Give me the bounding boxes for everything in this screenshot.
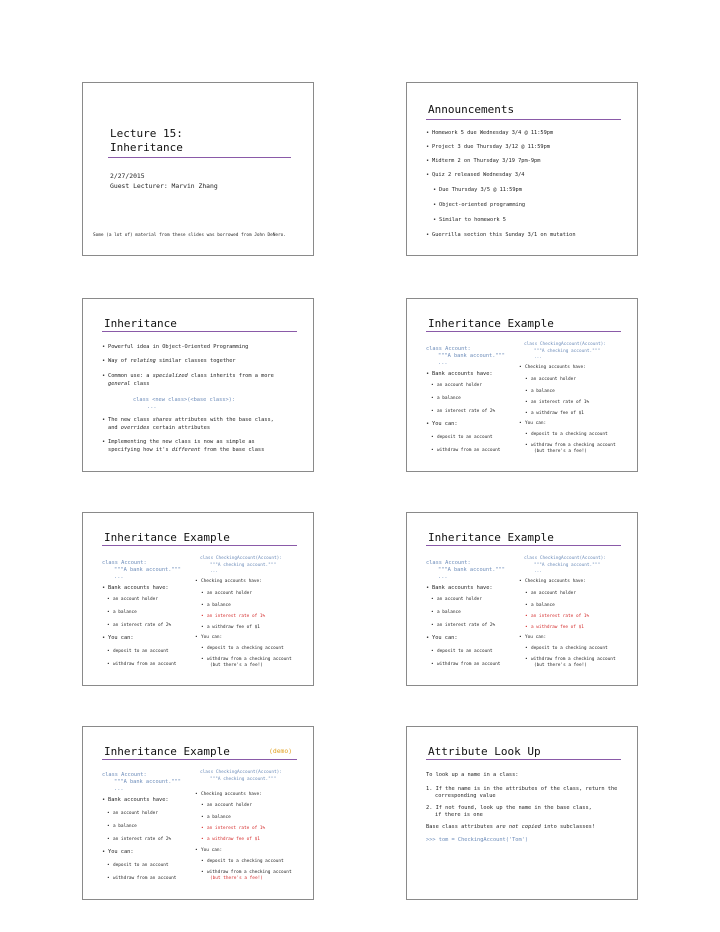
checking-deposit: • deposit to a checking account [531, 432, 608, 437]
account-rate: • an interest rate of 2% [437, 623, 495, 628]
account-code: class Account: [102, 772, 147, 778]
slide-title-text: Inheritance [104, 317, 177, 330]
slide-announcements [406, 82, 638, 256]
checking-withdraw-note-highlighted: (but there's a fee!) [210, 876, 263, 881]
account-have: • Bank accounts have: [432, 585, 493, 591]
lecture-title: Inheritance [110, 141, 183, 154]
account-code: class Account: [426, 346, 471, 352]
checking-rate-highlighted: • an interest rate of 1% [207, 826, 265, 831]
account-rate: • an interest rate of 2% [113, 837, 171, 842]
announcement-subitem: • Similar to homework 5 [439, 217, 506, 223]
account-can: • You can: [108, 849, 134, 855]
class-syntax-ellipsis: ... [147, 404, 157, 410]
announcement-item: • Project 3 due Thursday 3/12 @ 11:59pm [432, 144, 550, 150]
account-holder: • an account holder [437, 597, 482, 602]
checking-withdraw-note: (but there's a fee!) [210, 663, 263, 668]
checking-ellipsis: ... [534, 355, 542, 360]
announcement-subitem: • Object-oriented programming [439, 202, 525, 208]
slide-inheritance-example-1 [406, 298, 638, 472]
bullet-shares: • The new class shares attributes with the base class, [108, 417, 274, 423]
account-deposit: • deposit to an account [113, 863, 169, 868]
slide-title-text: Attribute Look Up [428, 745, 541, 758]
checking-fee-highlighted: • a withdraw fee of $1 [207, 837, 260, 842]
account-have: • Bank accounts have: [432, 371, 493, 377]
title-rule [102, 759, 297, 760]
announcement-item: • Quiz 2 released Wednesday 3/4 [432, 172, 524, 178]
account-balance: • a balance [113, 824, 137, 829]
slide-inheritance [82, 298, 314, 472]
account-deposit: • deposit to an account [437, 435, 493, 440]
demo-label: (demo) [269, 747, 293, 755]
bullet-relating: • Way of relating similar classes together [108, 358, 236, 364]
checking-rate-highlighted: • an interest rate of 1% [207, 614, 265, 619]
checking-holder: • an account holder [207, 803, 252, 808]
checking-balance: • a balance [531, 603, 555, 608]
checking-can: • You can: [525, 421, 546, 426]
checking-rate: • an interest rate of 1% [531, 400, 589, 405]
account-holder: • an account holder [113, 811, 158, 816]
checking-have: • Checking accounts have: [525, 579, 586, 584]
checking-docstring: """A checking account.""" [534, 563, 601, 568]
title-rule [108, 157, 291, 158]
account-rate: • an interest rate of 2% [437, 409, 495, 414]
announcement-item: • Homework 5 due Wednesday 3/4 @ 11:59pm [432, 130, 553, 136]
slide-attribute-lookup [406, 726, 638, 900]
account-have: • Bank accounts have: [108, 797, 169, 803]
announcement-item: • Midterm 2 on Thursday 3/19 7pm-9pm [432, 158, 540, 164]
checking-balance: • a balance [207, 603, 231, 608]
account-docstring: """A bank account.""" [438, 567, 505, 573]
checking-code: class CheckingAccount(Account): [524, 556, 606, 561]
lookup-step-1-cont: corresponding value [435, 793, 496, 799]
checking-docstring: """A checking account.""" [210, 777, 277, 782]
slide-inheritance-example-3 [406, 512, 638, 686]
checking-holder: • an account holder [531, 591, 576, 596]
account-withdraw: • withdraw from an account [437, 662, 500, 667]
account-docstring: """A bank account.""" [114, 567, 181, 573]
checking-ellipsis: ... [210, 569, 218, 574]
account-balance: • a balance [113, 610, 137, 615]
lecture-number: Lecture 15: [110, 127, 183, 140]
checking-have: • Checking accounts have: [201, 792, 262, 797]
account-code: class Account: [102, 560, 147, 566]
checking-can: • You can: [201, 635, 222, 640]
account-holder: • an account holder [113, 597, 158, 602]
checking-fee: • a withdraw fee of $1 [207, 625, 260, 630]
account-withdraw: • withdraw from an account [113, 876, 176, 881]
checking-code: class CheckingAccount(Account): [200, 556, 282, 561]
account-ellipsis: ... [438, 574, 448, 580]
checking-docstring: """A checking account.""" [534, 349, 601, 354]
title-rule [102, 545, 297, 546]
account-deposit: • deposit to an account [437, 649, 493, 654]
lookup-step-2: 2. If not found, look up the name in the base class, [426, 805, 592, 811]
checking-withdraw-note: (but there's a fee!) [534, 663, 587, 668]
checking-balance: • a balance [531, 389, 555, 394]
checking-withdraw: • withdraw from a checking account [531, 657, 616, 662]
lookup-intro: To look up a name in a class: [426, 772, 519, 778]
slide-title-text: Inheritance Example [104, 531, 230, 544]
checking-rate-highlighted: • an interest rate of 1% [531, 614, 589, 619]
lookup-step-1: 1. If the name is in the attributes of the class, return the [426, 786, 618, 792]
checking-balance: • a balance [207, 815, 231, 820]
slide-title-text: Inheritance Example [428, 317, 554, 330]
account-docstring: """A bank account.""" [438, 353, 505, 359]
class-syntax-code: class <new class>(<base class>): [133, 397, 236, 403]
slide-title-text: Inheritance Example [104, 745, 230, 758]
account-ellipsis: ... [114, 786, 124, 792]
checking-deposit: • deposit to a checking account [207, 859, 284, 864]
slide-title-text: Inheritance Example [428, 531, 554, 544]
slide-inheritance-example-demo [82, 726, 314, 900]
checking-have: • Checking accounts have: [201, 579, 262, 584]
checking-withdraw: • withdraw from a checking account [207, 870, 292, 875]
checking-fee: • a withdraw fee of $1 [531, 411, 584, 416]
account-deposit: • deposit to an account [113, 649, 169, 654]
account-withdraw: • withdraw from an account [113, 662, 176, 667]
slide-title [82, 82, 314, 256]
checking-withdraw: • withdraw from a checking account [531, 443, 616, 448]
account-ellipsis: ... [438, 360, 448, 366]
lookup-note: Base class attributes are not copied into subclasses! [426, 824, 596, 830]
checking-holder: • an account holder [207, 591, 252, 596]
announcement-item: • Guerrilla section this Sunday 3/1 on mutation [432, 232, 576, 238]
account-can: • You can: [432, 421, 458, 427]
title-rule [426, 759, 621, 760]
slide-title-text: Announcements [428, 103, 515, 116]
checking-deposit: • deposit to a checking account [207, 646, 284, 651]
account-code: class Account: [426, 560, 471, 566]
account-can: • You can: [108, 635, 134, 641]
lookup-step-2-cont: if there is one [435, 812, 483, 818]
account-balance: • a balance [437, 396, 461, 401]
account-balance: • a balance [437, 610, 461, 615]
checking-holder: • an account holder [531, 377, 576, 382]
checking-withdraw-note: (but there's a fee!) [534, 449, 587, 454]
account-withdraw: • withdraw from an account [437, 448, 500, 453]
title-rule [102, 331, 297, 332]
bullet-powerful-idea: • Powerful idea in Object-Oriented Programming [108, 344, 248, 350]
account-rate: • an interest rate of 2% [113, 623, 171, 628]
account-holder: • an account holder [437, 383, 482, 388]
checking-deposit: • deposit to a checking account [531, 646, 608, 651]
title-rule [426, 331, 621, 332]
lookup-code: >>> tom = CheckingAccount('Tom') [426, 837, 529, 843]
checking-can: • You can: [201, 848, 222, 853]
lecture-date: 2/27/2015 [110, 172, 145, 180]
account-ellipsis: ... [114, 574, 124, 580]
checking-withdraw: • withdraw from a checking account [207, 657, 292, 662]
account-can: • You can: [432, 635, 458, 641]
title-rule [426, 119, 621, 120]
bullet-implementing: • Implementing the new class is now as simple as [108, 439, 255, 445]
announcement-subitem: • Due Thursday 3/5 @ 11:59pm [439, 187, 522, 193]
checking-docstring: """A checking account.""" [210, 563, 277, 568]
checking-ellipsis: ... [534, 569, 542, 574]
bullet-common-use-cont: general class [108, 381, 150, 387]
checking-can: • You can: [525, 635, 546, 640]
attribution-footer: Some (a lot of) material from these slides was borrowed from John DeNero. [93, 233, 286, 238]
title-rule [426, 545, 621, 546]
checking-code: class CheckingAccount(Account): [200, 770, 282, 775]
checking-have: • Checking accounts have: [525, 365, 586, 370]
slide-inheritance-example-2 [82, 512, 314, 686]
checking-code: class CheckingAccount(Account): [524, 342, 606, 347]
checking-fee-highlighted: • a withdraw fee of $1 [531, 625, 584, 630]
account-docstring: """A bank account.""" [114, 779, 181, 785]
account-have: • Bank accounts have: [108, 585, 169, 591]
guest-lecturer: Guest Lecturer: Marvin Zhang [110, 182, 218, 190]
bullet-common-use: • Common use: a specialized class inherits from a more [108, 373, 274, 379]
bullet-shares-cont: and overrides certain attributes [108, 425, 211, 431]
bullet-implementing-cont: specifying how it's different from the base class [108, 447, 265, 453]
